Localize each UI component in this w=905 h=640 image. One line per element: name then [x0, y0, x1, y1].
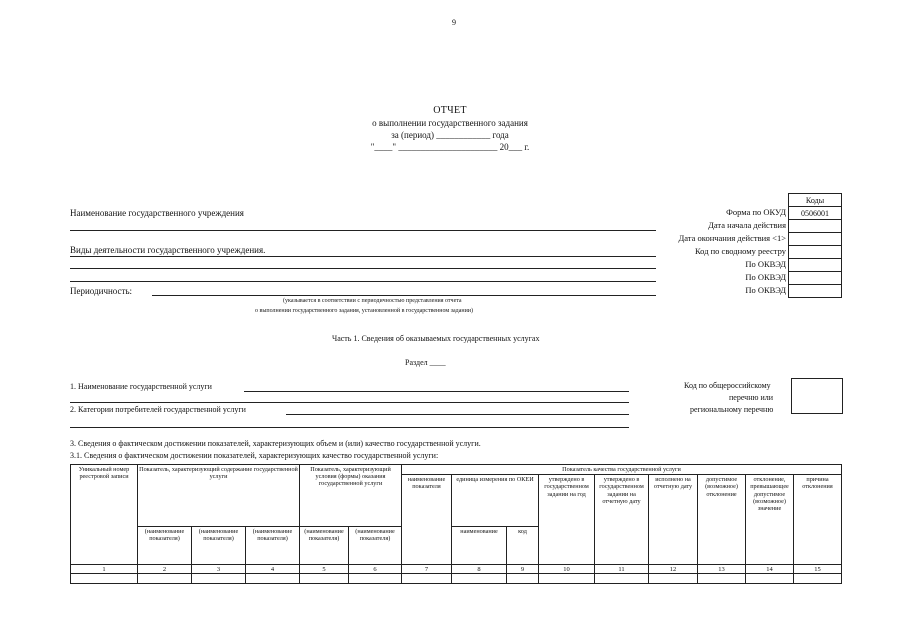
report-date: "____" ______________________ 20___ г.	[370, 142, 530, 152]
subheader-conditions-2: (наименование показателя)	[349, 527, 402, 565]
column-number: 12	[649, 565, 698, 574]
part1-title: Часть 1. Сведения об оказываемых государственных услугах	[332, 334, 540, 343]
subheader-unit-code: код	[507, 527, 539, 565]
header-executed: исполнено на отчетную дату	[649, 475, 698, 565]
subheader-unit-name: наименование	[452, 527, 507, 565]
header-approved-year: утверждено в государственном задании на год	[539, 475, 595, 565]
table-cell[interactable]	[402, 574, 452, 584]
codes-label-okud: Форма по ОКУД	[726, 207, 786, 217]
activity-underline-2[interactable]	[70, 268, 656, 269]
codes-header: Коды	[789, 194, 842, 207]
activity-label: Виды деятельности государственного учреждения.	[70, 245, 266, 255]
institution-underline[interactable]	[70, 230, 656, 231]
column-number: 1	[71, 565, 138, 574]
periodicity-underline[interactable]	[152, 295, 656, 296]
service-category-underline-2[interactable]	[70, 427, 629, 428]
item3-text: 3. Сведения о фактическом достижении показателей, характеризующих объем и (или) качество государственной услуги.	[70, 439, 481, 448]
code-label-2: перечню или	[729, 393, 774, 402]
service-name-label: 1. Наименование государственной услуги	[70, 382, 212, 391]
table-cell[interactable]	[595, 574, 649, 584]
end-date-cell[interactable]	[789, 233, 842, 246]
codes-label-okved-3: По ОКВЭД	[745, 285, 786, 295]
table-cell[interactable]	[246, 574, 300, 584]
page-number: 9	[452, 18, 456, 27]
header-content-indicator: Показатель, характеризующий содержание государственной услуги	[138, 465, 300, 527]
periodicity-note-2: о выполнении государственного задания, установленной в государственном задании)	[255, 308, 474, 314]
report-subtitle: о выполнении государственного задания	[372, 118, 528, 128]
column-number: 8	[452, 565, 507, 574]
codes-table	[788, 193, 842, 298]
header-quality-indicator: Показатель качества государственной услуги	[402, 465, 842, 475]
okved-cell-2[interactable]	[789, 272, 842, 285]
table-cell[interactable]	[71, 574, 138, 584]
service-category-label: 2. Категории потребителей государственной услуги	[70, 405, 246, 414]
service-name-underline-2[interactable]	[70, 402, 629, 403]
column-number: 13	[698, 565, 746, 574]
codes-label-registry: Код по сводному реестру	[694, 246, 786, 256]
table-cell[interactable]	[649, 574, 698, 584]
table-cell[interactable]	[452, 574, 507, 584]
header-conditions-indicator: Показатель, характеризующий условия (формы) оказания государственной услуги	[300, 465, 402, 527]
periodicity-note-1: (указывается в соответствии с периодичностью представления отчета	[283, 298, 462, 304]
quality-indicators-table	[70, 464, 842, 584]
column-number: 11	[595, 565, 649, 574]
column-number: 5	[300, 565, 349, 574]
column-number: 6	[349, 565, 402, 574]
table-cell[interactable]	[539, 574, 595, 584]
table-cell[interactable]	[794, 574, 842, 584]
okved-cell-3[interactable]	[789, 285, 842, 298]
codes-label-start: Дата начала действия	[708, 220, 786, 230]
subheader-content-1: (наименование показателя)	[138, 527, 192, 565]
column-number: 9	[507, 565, 539, 574]
service-name-underline[interactable]	[244, 391, 629, 392]
report-title-block	[300, 104, 600, 153]
registry-code-box[interactable]	[791, 378, 843, 414]
header-exceeding-deviation: отклонение, превышающее допустимое (возможное) значение	[746, 475, 794, 565]
registry-code-cell[interactable]	[789, 246, 842, 259]
codes-labels	[600, 206, 786, 297]
header-indicator-name: наименование показателя	[402, 475, 452, 565]
header-allowed-deviation: допустимое (возможное) отклонение	[698, 475, 746, 565]
header-registry-number: Уникальный номер реестровой записи	[71, 465, 138, 565]
item3-1-text: 3.1. Сведения о фактическом достижении показателей, характеризующих качество государственной услуги:	[70, 451, 439, 460]
service-category-underline[interactable]	[286, 414, 629, 415]
table-cell[interactable]	[507, 574, 539, 584]
column-number: 15	[794, 565, 842, 574]
header-unit-okei: единица измерения по ОКЕИ	[452, 475, 539, 527]
table-cell[interactable]	[349, 574, 402, 584]
subheader-content-3: (наименование показателя)	[246, 527, 300, 565]
report-period: за (период) ____________ года	[391, 130, 509, 140]
codes-label-okved-2: По ОКВЭД	[745, 272, 786, 282]
header-deviation-reason: причина отклонения	[794, 475, 842, 565]
table-cell[interactable]	[698, 574, 746, 584]
report-heading: ОТЧЕТ	[433, 105, 467, 116]
codes-label-end: Дата окончания действия <1>	[678, 233, 786, 243]
code-label-1: Код по общероссийскому	[684, 381, 771, 390]
table-row	[71, 574, 842, 584]
section-label: Раздел ____	[405, 358, 446, 367]
subheader-content-2: (наименование показателя)	[192, 527, 246, 565]
activity-underline-1[interactable]	[70, 256, 656, 257]
column-number: 3	[192, 565, 246, 574]
code-label-3: региональному перечню	[690, 405, 774, 414]
table-cell[interactable]	[746, 574, 794, 584]
column-number: 10	[539, 565, 595, 574]
institution-label: Наименование государственного учреждения	[70, 208, 244, 218]
subheader-conditions-1: (наименование показателя)	[300, 527, 349, 565]
table-cell[interactable]	[138, 574, 192, 584]
column-number: 4	[246, 565, 300, 574]
column-number: 2	[138, 565, 192, 574]
codes-label-okved-1: По ОКВЭД	[745, 259, 786, 269]
column-number: 7	[402, 565, 452, 574]
activity-underline-3[interactable]	[70, 281, 656, 282]
start-date-cell[interactable]	[789, 220, 842, 233]
header-approved-date: утверждено в государственном задании на отчетную дату	[595, 475, 649, 565]
periodicity-label: Периодичность:	[70, 286, 133, 296]
okud-code-cell[interactable]: 0506001	[789, 207, 842, 220]
table-cell[interactable]	[192, 574, 246, 584]
okved-cell-1[interactable]	[789, 259, 842, 272]
table-cell[interactable]	[300, 574, 349, 584]
column-number: 14	[746, 565, 794, 574]
